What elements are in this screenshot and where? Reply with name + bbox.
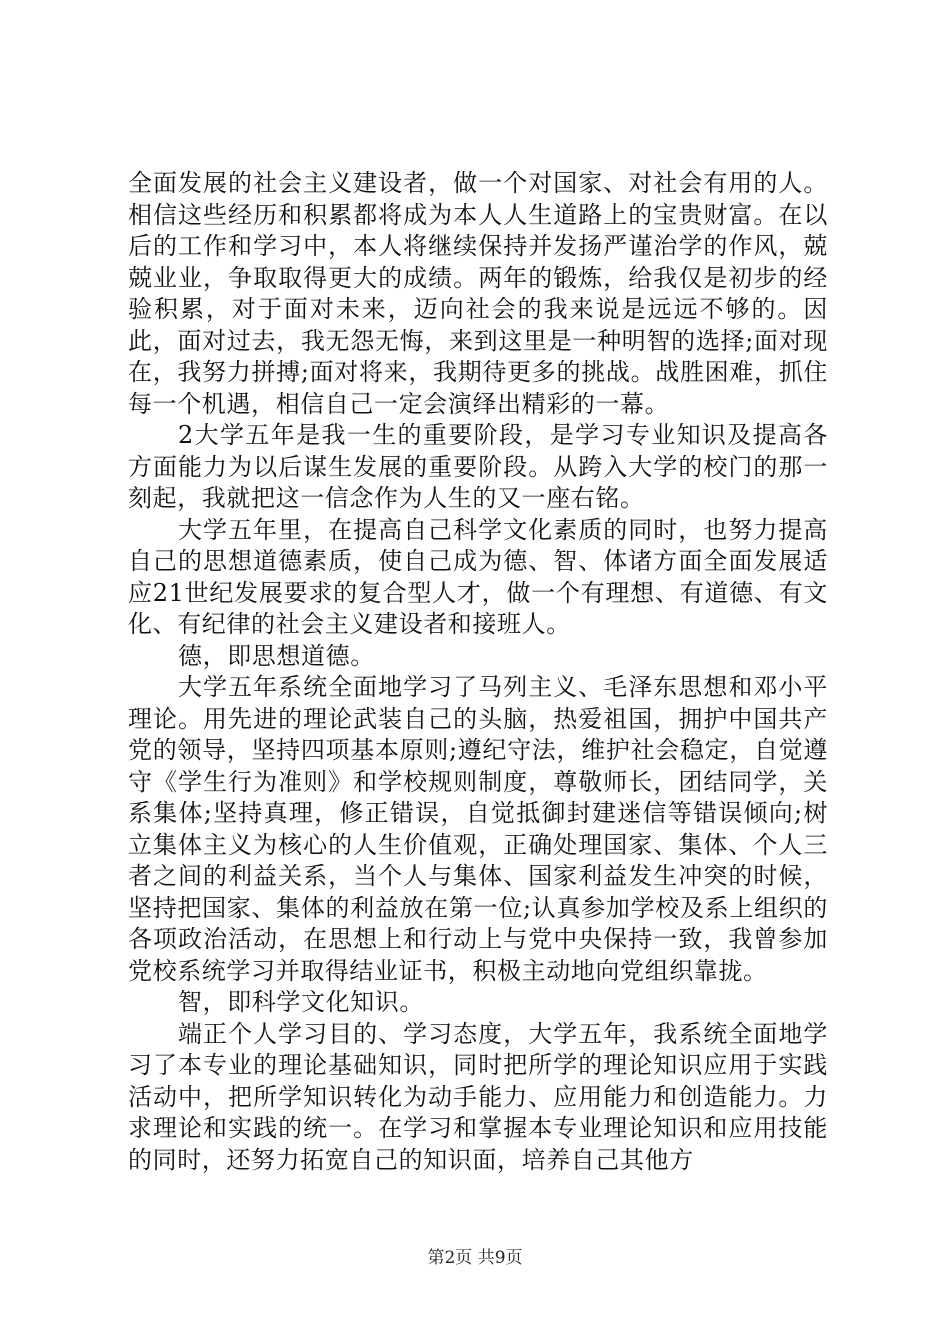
paragraph-3: 大学五年里，在提高自己科学文化素质的同时，也努力提高自己的思想道德素质，使自己成为德、智、体诸方面全面发展适应21世纪发展要求的复合型人才，做一个有理想、有道德、有文化、有纪律的社会主义建设者和接班人。 bbox=[128, 515, 828, 638]
paragraph-7: 端正个人学习目的、学习态度，大学五年，我系统全面地学习了本专业的理论基础知识，同时把所学的理论知识应用于实践活动中，把所学知识转化为动手能力、应用能力和创造能力。力求理论和实践的统一。在学习和掌握本专业理论知识和应用技能的同时，还努力拓宽自己的知识面，培养自己其他方 bbox=[128, 1019, 828, 1174]
paragraph-1: 全面发展的社会主义建设者，做一个对国家、对社会有用的人。相信这些经历和积累都将成为本人人生道路上的宝贵财富。在以后的工作和学习中，本人将继续保持并发扬严谨治学的作风，兢兢业业，争取取得更大的成绩。两年的锻炼，给我仅是初步的经验积累，对于面对未来，迈向社会的我来说是远远不够的。因此，面对过去，我无怨无悔，来到这里是一种明智的选择;面对现在，我努力拼搏;面对将来，我期待更多的挑战。战胜困难，抓住每一个机遇，相信自己一定会演绎出精彩的一幕。 bbox=[128, 169, 828, 418]
paragraph-5: 大学五年系统全面地学习了马列主义、毛泽东思想和邓小平理论。用先进的理论武装自己的头脑，热爱祖国，拥护中国共产党的领导，坚持四项基本原则;遵纪守法，维护社会稳定，自觉遵守《学生行为准则》和学校规则制度，尊敬师长，团结同学，关系集体;坚持真理，修正错误，自觉抵御封建迷信等错误倾向;树立集体主义为核心的人生价值观，正确处理国家、集体、个人三者之间的利益关系，当个人与集体、国家利益发生冲突的时候，坚持把国家、集体的利益放在第一位;认真参加学校及系上组织的各项政治活动，在思想上和行动上与党中央保持一致，我曾参加党校系统学习并取得结业证书，积极主动地向党组织靠拢。 bbox=[128, 673, 828, 985]
paragraph-6: 智，即科学文化知识。 bbox=[178, 988, 424, 1016]
paragraph-4: 德，即思想道德。 bbox=[178, 641, 375, 670]
page-footer bbox=[0, 1243, 950, 1268]
document-body bbox=[128, 168, 828, 1176]
page-number-label: 第2页 共9页 bbox=[427, 1248, 523, 1268]
paragraph-2: 2大学五年是我一生的重要阶段，是学习专业知识及提高各方面能力为以后谋生发展的重要阶段。从跨入大学的校门的那一刻起，我就把这一信念作为人生的又一座右铭。 bbox=[128, 421, 828, 512]
